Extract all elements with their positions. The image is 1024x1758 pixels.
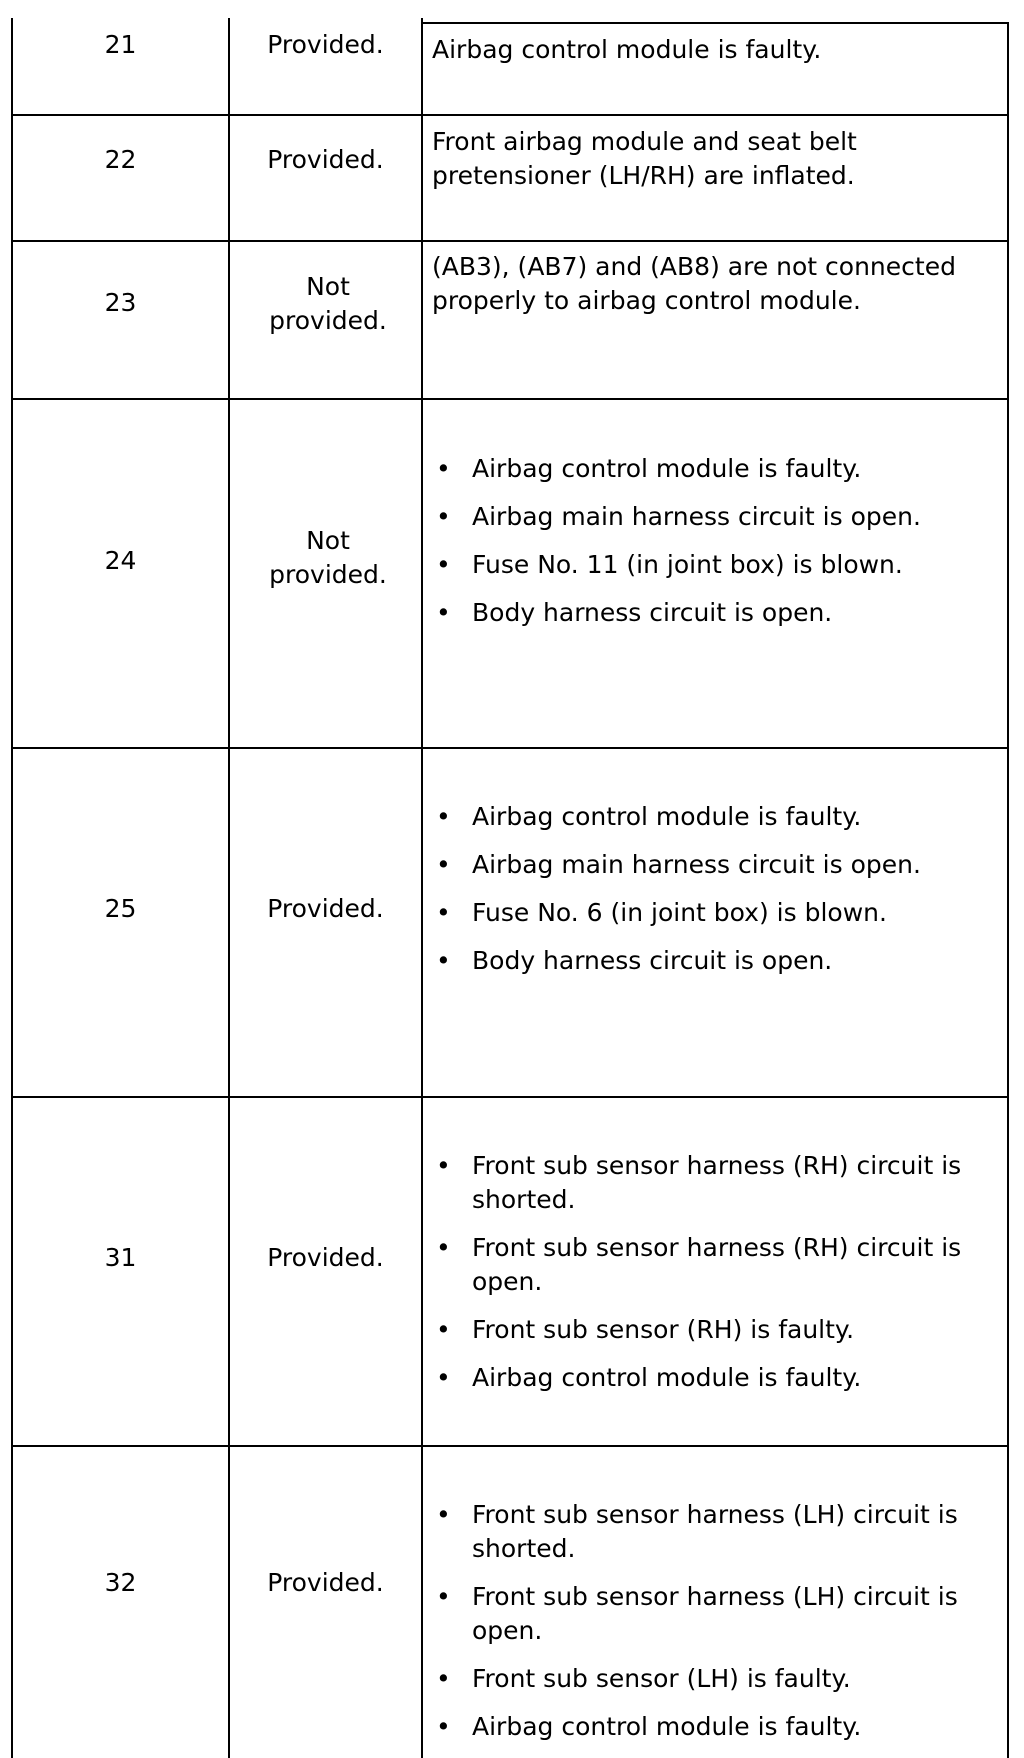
dtc-code: 24 xyxy=(104,546,137,575)
list-item: • Front sub sensor harness (RH) circuit is shorted. xyxy=(424,1149,998,1217)
probable-cause xyxy=(424,1149,998,1395)
row-divider xyxy=(11,114,1009,116)
row-divider xyxy=(11,398,1009,400)
row-divider xyxy=(11,1445,1009,1447)
list-item: • Body harness circuit is open. xyxy=(424,944,998,978)
list-item: • Airbag control module is faulty. xyxy=(424,1361,998,1395)
list-item: • Airbag control module is faulty. xyxy=(424,452,998,486)
warning-status: Not provided. xyxy=(269,526,387,589)
dtc-code: 32 xyxy=(104,1568,137,1597)
dtc-code: 23 xyxy=(104,288,137,317)
table-border-top xyxy=(421,22,1009,24)
list-item: • Front sub sensor (LH) is faulty. xyxy=(424,1662,998,1696)
warning-status: Provided. xyxy=(267,1568,384,1597)
probable-cause xyxy=(424,1498,998,1744)
probable-cause xyxy=(424,800,998,978)
list-item: • Body harness circuit is open. xyxy=(424,596,998,630)
list-item: • Airbag control module is faulty. xyxy=(424,800,998,834)
list-item: • Fuse No. 11 (in joint box) is blown. xyxy=(424,548,998,582)
table-border-right xyxy=(1007,22,1009,1758)
dtc-code: 22 xyxy=(104,145,137,174)
warning-status: Not provided. xyxy=(269,272,387,335)
warning-status: Provided. xyxy=(267,30,384,59)
list-item: • Front sub sensor harness (LH) circuit is open. xyxy=(424,1580,998,1648)
list-item: • Airbag main harness circuit is open. xyxy=(424,500,998,534)
row-divider xyxy=(11,747,1009,749)
warning-status: Provided. xyxy=(267,1243,384,1272)
probable-cause: Airbag control module is faulty. xyxy=(432,35,822,64)
column-divider-2 xyxy=(421,18,423,1758)
warning-status: Provided. xyxy=(267,145,384,174)
dtc-code: 25 xyxy=(104,894,137,923)
row-divider xyxy=(11,240,1009,242)
list-item: • Front sub sensor harness (RH) circuit is open. xyxy=(424,1231,998,1299)
probable-cause: Front airbag module and seat belt pretensioner (LH/RH) are inflated. xyxy=(432,127,857,190)
list-item: • Airbag control module is faulty. xyxy=(424,1710,998,1744)
dtc-code: 21 xyxy=(104,30,137,59)
probable-cause xyxy=(424,452,998,630)
list-item: • Front sub sensor (RH) is faulty. xyxy=(424,1313,998,1347)
dtc-code: 31 xyxy=(104,1243,137,1272)
row-divider xyxy=(11,1096,1009,1098)
list-item: • Front sub sensor harness (LH) circuit is shorted. xyxy=(424,1498,998,1566)
probable-cause: (AB3), (AB7) and (AB8) are not connected properly to airbag control module. xyxy=(432,252,956,315)
list-item: • Fuse No. 6 (in joint box) is blown. xyxy=(424,896,998,930)
list-item: • Airbag main harness circuit is open. xyxy=(424,848,998,882)
warning-status: Provided. xyxy=(267,894,384,923)
